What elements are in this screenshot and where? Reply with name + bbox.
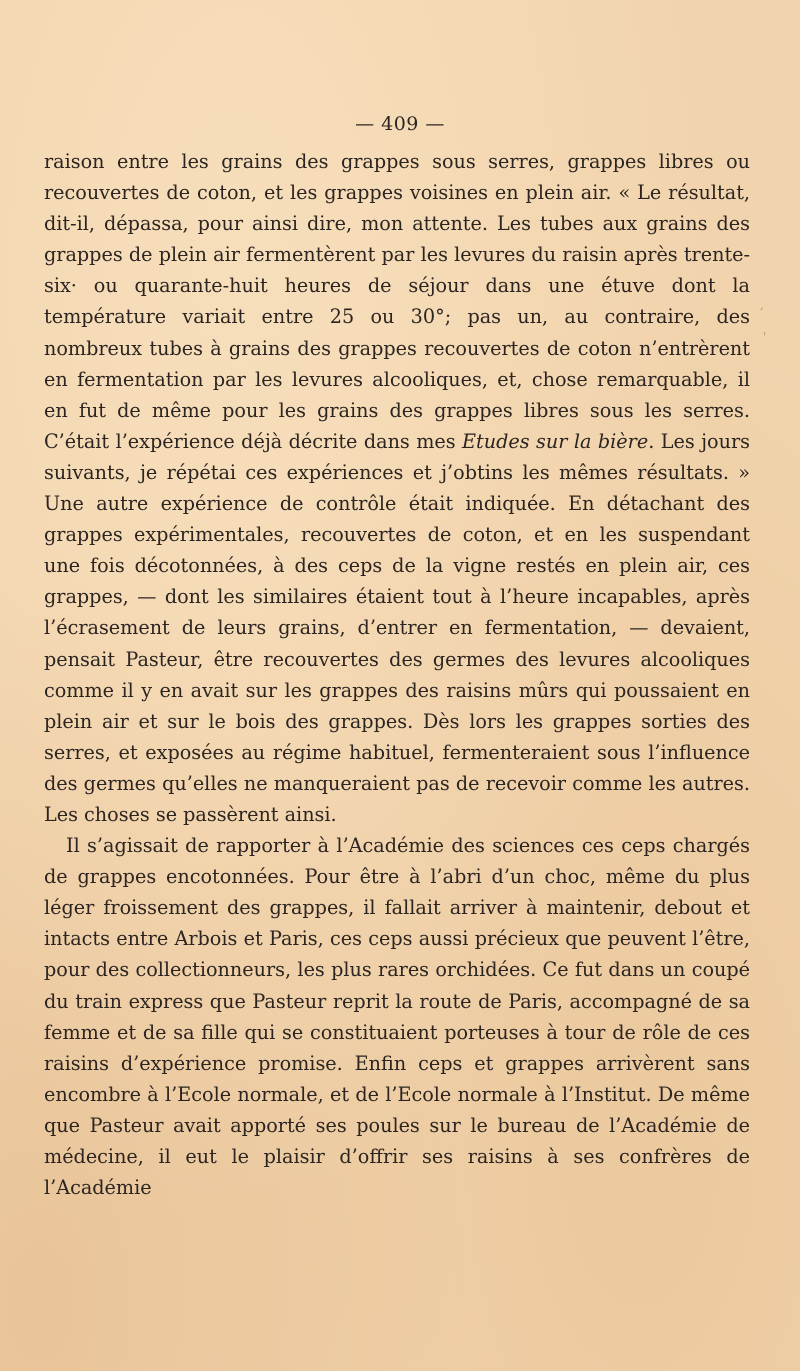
paragraph-1-text-a: raison entre les grains des grappes sous serres, grappes libres ou recouvertes de coton, et les grappes voisines en plein air. « Le résultat, dit-il, dépassa, pour ainsi dire, mon attente. Les tubes aux grains des grappes de plein air fermentèrent par les levures du raisin après trente-six· ou quarante-huit heures de séjour dans une étuve dont la température variait entre 25 ou 30°; pas un, au contraire, des nombreux tubes à grains des grappes recouvertes de coton n’entrèrent en fermentation par les levures alcooliques, et, chose remarquable, il en fut de même pour les grains des grappes libres sous les serres. C’était l’expérience déjà décrite dans mes [44,150,750,453]
margin-speck: ' [763,330,767,344]
book-title-italic: Etudes sur la bière [462,429,649,453]
paragraph-2 [44,830,750,1203]
margin-speck: , [760,298,764,312]
body-text [44,146,750,1203]
paragraph-1 [44,146,750,830]
paragraph-1-text-b: . Les jours suivants, je répétai ces expériences et j’obtins les mêmes résultats. » Une autre expérience de contrôle était indiquée. En détachant des grappes expérimentales, recouvertes de coton, et en les suspendant une fois décotonnées, à des ceps de la vigne restés en plein air, ces grappes, — dont les similaires étaient tout à l’heure incapables, après l’écrasement de leurs grains, d’entrer en fermentation, — devaient, pensait Pasteur, être recouvertes des germes des levures alcooliques comme il y en avait sur les grappes des raisins mûrs qui poussaient en plein air et sur le bois des grappes. Dès lors les grappes sorties des serres, et exposées au régime habituel, fermenteraient sous l’influence des germes qu’elles ne manqueraient pas de recevoir comme les autres. Les choses se passèrent ainsi. [44,429,750,826]
paragraph-2-text: Il s’agissait de rapporter à l’Académie des sciences ces ceps chargés de grappes encotonnées. Pour être à l’abri d’un choc, même du plus léger froissement des grappes, il fallait arriver à maintenir, debout et intacts entre Arbois et Paris, ces ceps aussi précieux que peuvent l’être, pour des collectionneurs, les plus rares orchidées. Ce fut dans un coupé du train express que Pasteur reprit la route de Paris, accompagné de sa femme et de sa fille qui se constituaient porteuses à tour de rôle de ces raisins d’expérience promise. Enfin ceps et grappes arrivèrent sans encombre à l’Ecole normale, et de l’Ecole normale à l’Institut. De même que Pasteur avait apporté ses poules sur le bureau de l’Académie de médecine, il eut le plaisir d’offrir ses raisins à ses confrères de l’Académie [44,834,750,1200]
page-number: — 409 — [355,113,445,135]
